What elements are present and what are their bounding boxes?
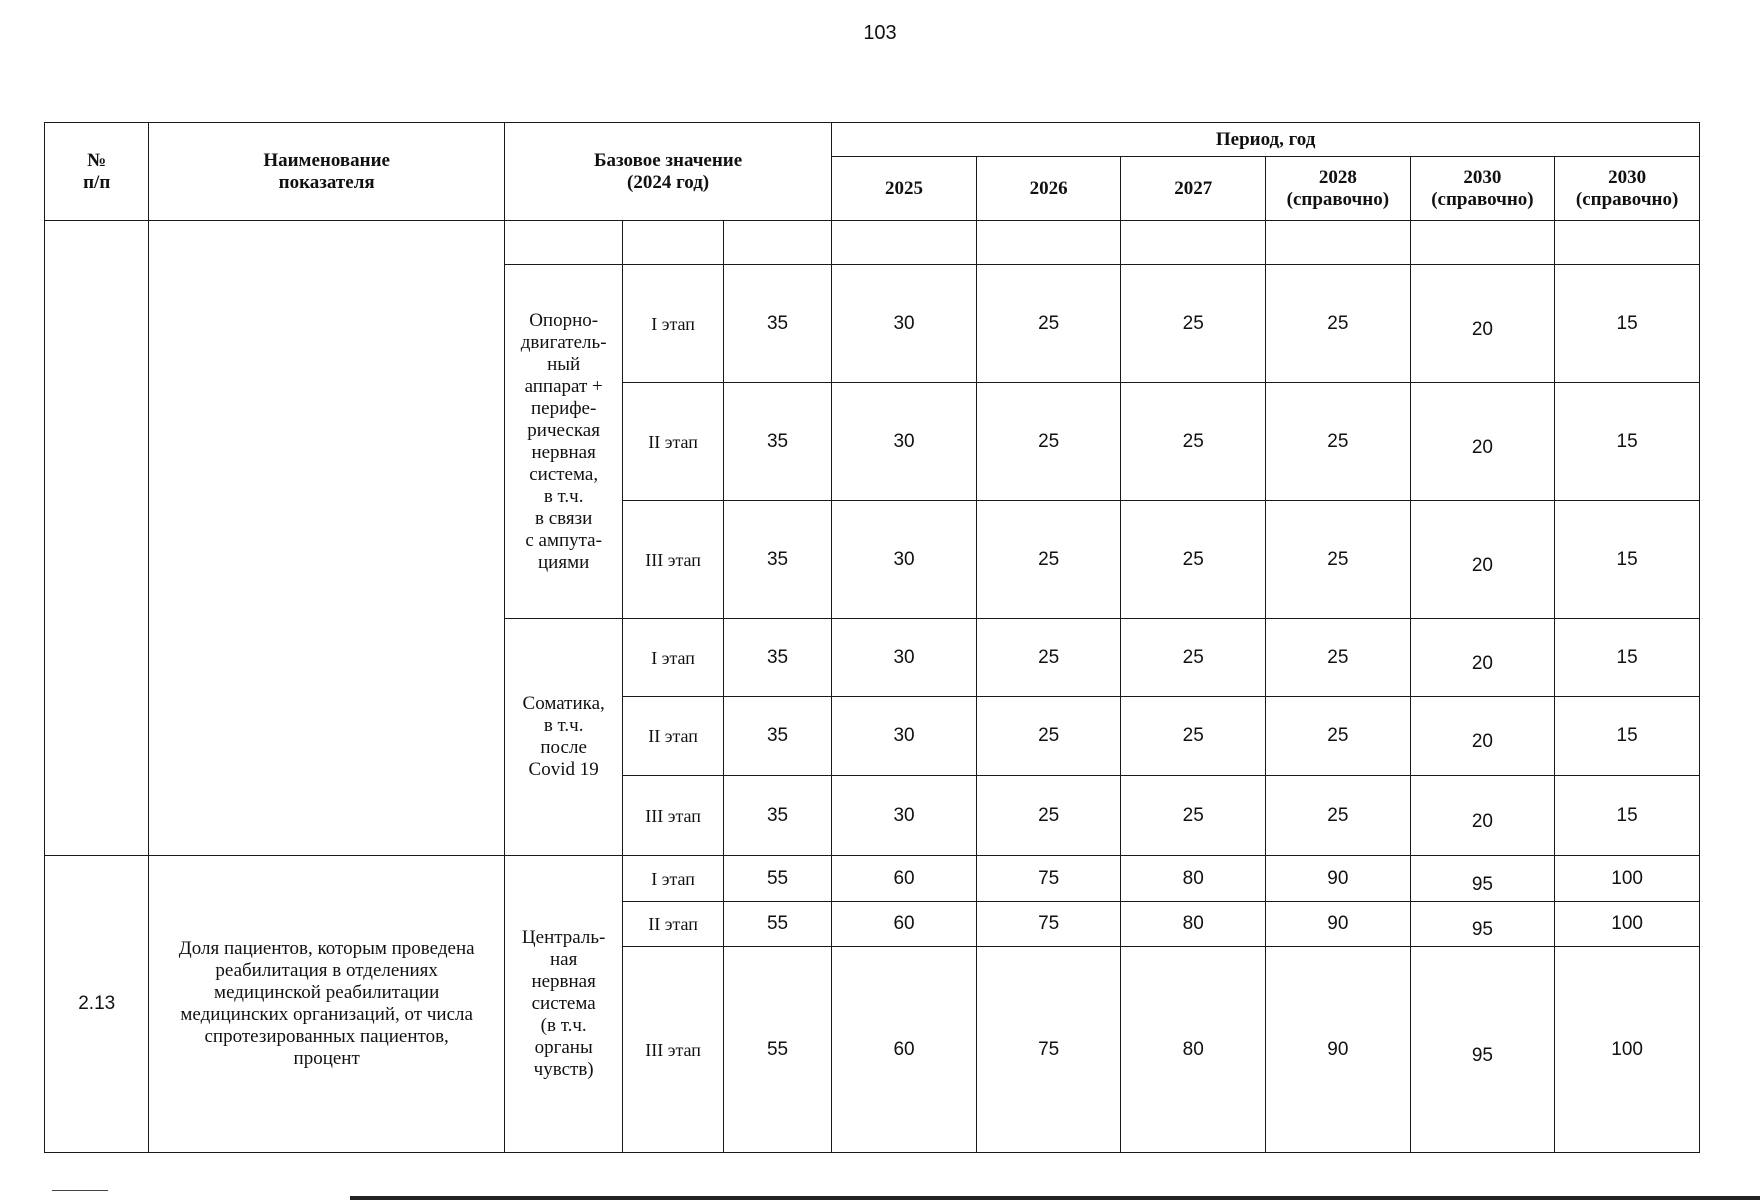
empty-cell <box>1121 221 1266 265</box>
value-cell: 90 <box>1266 902 1411 947</box>
base-value: 35 <box>723 265 831 383</box>
value-cell <box>1410 776 1555 856</box>
indicator-number: 2.13 <box>45 856 149 1153</box>
value-cell: 100 <box>1555 947 1700 1153</box>
value-cell <box>1410 947 1555 1153</box>
stage-cell: II этап <box>623 902 723 947</box>
value-cell: 15 <box>1555 776 1700 856</box>
value-text: 20 <box>1471 554 1493 576</box>
value-cell: 25 <box>976 619 1121 697</box>
empty-cell <box>832 221 977 265</box>
value-cell: 15 <box>1555 501 1700 619</box>
value-text: 95 <box>1471 873 1493 895</box>
base-value: 35 <box>723 501 831 619</box>
value-cell: 80 <box>1121 902 1266 947</box>
value-cell: 100 <box>1555 856 1700 902</box>
value-cell: 60 <box>832 947 977 1153</box>
value-cell: 25 <box>976 265 1121 383</box>
value-cell: 60 <box>832 856 977 902</box>
base-value: 35 <box>723 619 831 697</box>
value-cell: 25 <box>976 776 1121 856</box>
value-cell: 25 <box>1121 501 1266 619</box>
stage-cell: I этап <box>623 619 723 697</box>
base-value: 55 <box>723 947 831 1153</box>
value-cell <box>1410 619 1555 697</box>
value-cell: 25 <box>1266 697 1411 776</box>
value-text: 20 <box>1471 436 1493 458</box>
value-cell: 30 <box>832 619 977 697</box>
header-year: 2030 (справочно) <box>1410 157 1555 221</box>
value-cell: 25 <box>1266 619 1411 697</box>
group-label: Соматика, в т.ч. после Covid 19 <box>504 619 622 856</box>
value-cell: 25 <box>1121 619 1266 697</box>
empty-cell <box>1410 221 1555 265</box>
value-cell <box>1410 265 1555 383</box>
value-cell: 15 <box>1555 383 1700 501</box>
value-cell: 25 <box>1266 776 1411 856</box>
value-cell: 80 <box>1121 856 1266 902</box>
value-cell: 25 <box>1121 383 1266 501</box>
value-cell: 100 <box>1555 902 1700 947</box>
empty-cell <box>976 221 1121 265</box>
stage-cell: I этап <box>623 265 723 383</box>
value-cell: 25 <box>1266 383 1411 501</box>
stage-cell: III этап <box>623 501 723 619</box>
value-cell <box>1410 501 1555 619</box>
value-cell: 15 <box>1555 619 1700 697</box>
group-label: Опорно- двигатель- ный аппарат + перифе- рическая нервная система, в т.ч. в связи с ампута- циями <box>504 265 622 619</box>
value-cell <box>1410 697 1555 776</box>
stage-cell: II этап <box>623 697 723 776</box>
value-cell: 15 <box>1555 265 1700 383</box>
value-cell: 90 <box>1266 856 1411 902</box>
header-year: 2030 (справочно) <box>1555 157 1700 221</box>
value-cell: 90 <box>1266 947 1411 1153</box>
value-cell: 15 <box>1555 697 1700 776</box>
base-value: 55 <box>723 856 831 902</box>
empty-cell <box>723 221 831 265</box>
value-text: 20 <box>1471 318 1493 340</box>
value-cell: 25 <box>976 383 1121 501</box>
header-year: 2026 <box>976 157 1121 221</box>
header-name: Наименование показателя <box>149 123 504 221</box>
value-text: 20 <box>1471 731 1493 752</box>
empty-cell <box>623 221 723 265</box>
indicators-table <box>44 122 1700 1153</box>
base-value: 55 <box>723 902 831 947</box>
continued-title-cell <box>149 221 504 856</box>
table-row <box>45 856 1700 902</box>
empty-cell <box>504 221 622 265</box>
base-value: 35 <box>723 697 831 776</box>
value-cell: 30 <box>832 697 977 776</box>
value-cell: 75 <box>976 856 1121 902</box>
page-number: 103 <box>863 22 897 44</box>
value-text: 95 <box>1471 1044 1493 1066</box>
value-cell: 75 <box>976 947 1121 1153</box>
base-value: 35 <box>723 776 831 856</box>
header-year: 2027 <box>1121 157 1266 221</box>
value-cell: 25 <box>1121 265 1266 383</box>
value-text: 20 <box>1471 652 1493 674</box>
stage-cell: II этап <box>623 383 723 501</box>
header-base: Базовое значение (2024 год) <box>504 123 831 221</box>
value-cell: 80 <box>1121 947 1266 1153</box>
indicator-title: Доля пациентов, которым проведена реабилитация в отделениях медицинской реабилитации медицинских организаций, от числа спротезированных пациентов, процент <box>149 856 504 1153</box>
value-text: 95 <box>1471 919 1493 940</box>
header-period: Период, год <box>832 123 1700 157</box>
divider <box>350 1196 1760 1200</box>
value-cell: 25 <box>1121 776 1266 856</box>
value-cell: 25 <box>1121 697 1266 776</box>
empty-cell <box>1266 221 1411 265</box>
header-year: 2025 <box>832 157 977 221</box>
value-cell: 30 <box>832 776 977 856</box>
stage-cell: I этап <box>623 856 723 902</box>
stage-cell: III этап <box>623 776 723 856</box>
stage-cell: III этап <box>623 947 723 1153</box>
value-cell: 30 <box>832 383 977 501</box>
empty-cell <box>1555 221 1700 265</box>
value-cell <box>1410 383 1555 501</box>
value-text: 20 <box>1471 810 1493 832</box>
value-cell: 25 <box>1266 501 1411 619</box>
value-cell: 30 <box>832 501 977 619</box>
base-value: 35 <box>723 383 831 501</box>
header-year: 2028 (справочно) <box>1266 157 1411 221</box>
value-cell <box>1410 902 1555 947</box>
value-cell: 25 <box>976 501 1121 619</box>
continued-number-cell <box>45 221 149 856</box>
group-label: Централь- ная нервная система (в т.ч. органы чувств) <box>504 856 622 1153</box>
value-cell: 25 <box>976 697 1121 776</box>
value-cell: 60 <box>832 902 977 947</box>
value-cell: 25 <box>1266 265 1411 383</box>
value-cell: 75 <box>976 902 1121 947</box>
header-no: № п/п <box>45 123 149 221</box>
divider <box>52 1190 108 1191</box>
value-cell: 30 <box>832 265 977 383</box>
value-cell <box>1410 856 1555 902</box>
